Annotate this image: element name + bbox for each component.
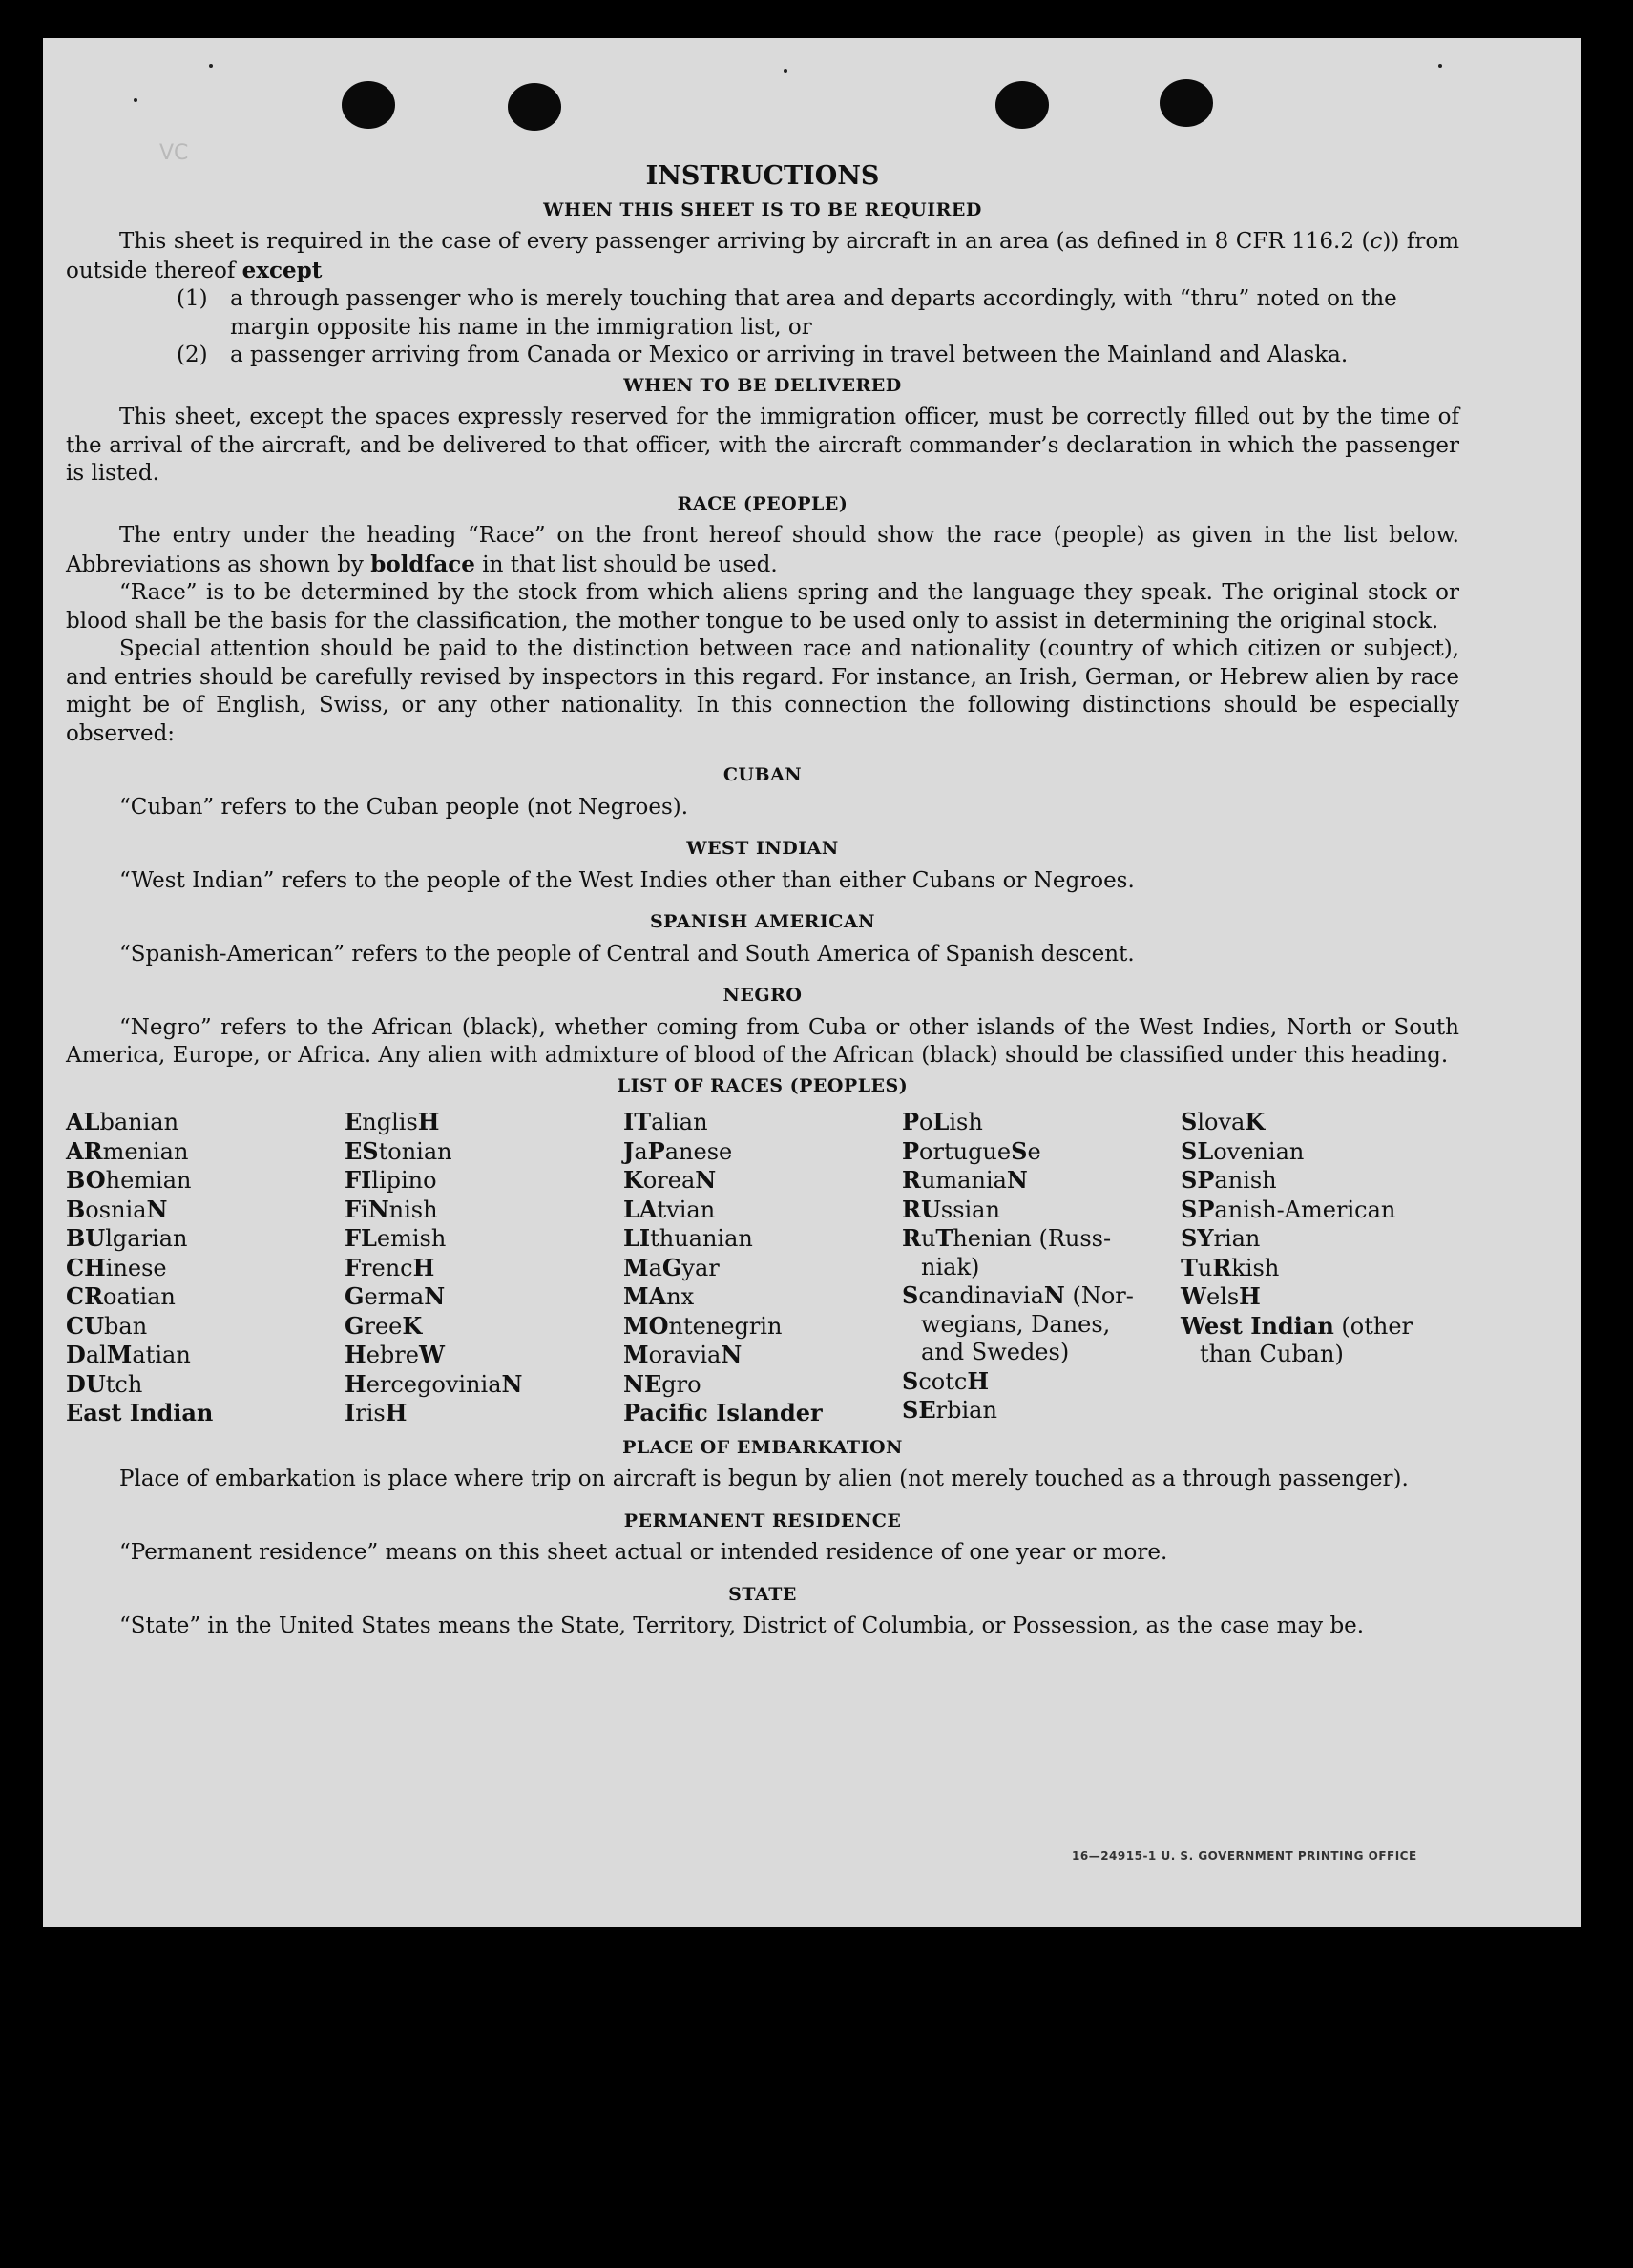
race-entry: MoraviaN xyxy=(623,1341,743,1368)
race-entry: MOntenegrin xyxy=(623,1311,783,1340)
race-entry: FIlipino xyxy=(345,1166,437,1194)
races-list xyxy=(66,1108,1459,1428)
race-entry: and Swedes) xyxy=(921,1339,1070,1365)
race-entry: EnglisH xyxy=(345,1108,440,1135)
race-entry: PoLish xyxy=(902,1108,983,1135)
printer-code: 16—24915-1 U. S. GOVERNMENT PRINTING OFFICE xyxy=(1072,1849,1417,1862)
race-entry: ALbanian xyxy=(66,1108,179,1135)
race-entry: MAnx xyxy=(623,1282,695,1310)
section-heading: LIST OF RACES (PEOPLES) xyxy=(617,1074,909,1096)
race-entry: NEgro xyxy=(623,1369,701,1398)
punch-hole xyxy=(508,83,561,131)
race-column xyxy=(623,1108,902,1428)
race-column xyxy=(1181,1108,1459,1428)
race-entry: ScandinaviaN (Nor- xyxy=(902,1281,1134,1309)
race-entry: RuThenian (Russ- xyxy=(902,1224,1112,1252)
race-entry: FLemish xyxy=(345,1224,447,1252)
race-entry: WelsH xyxy=(1181,1282,1261,1310)
race-entry: SLovenian xyxy=(1181,1136,1305,1165)
race-column xyxy=(66,1108,345,1428)
section-heading: SPANISH AMERICAN xyxy=(649,911,876,932)
race-entry: Pacific Islander xyxy=(623,1399,823,1426)
race-column xyxy=(902,1108,1181,1428)
race-entry: CUban xyxy=(66,1311,148,1340)
section-heading: WEST INDIAN xyxy=(686,838,839,859)
race-entry: KoreaN xyxy=(623,1166,717,1194)
race-entry: HebreW xyxy=(345,1341,445,1368)
race-entry: FrencH xyxy=(345,1253,435,1281)
section-heading: WHEN TO BE DELIVERED xyxy=(623,374,902,396)
paragraph: “Negro” refers to the African (black), whether coming from Cuba or other islands of the West Indies, North or South America, Europe, or Africa. Any alien with admixture of blood of the African (black) should be classified under this heading. xyxy=(66,1014,1459,1068)
race-entry: GermaN xyxy=(345,1282,446,1310)
section-heading: PLACE OF EMBARKATION xyxy=(622,1436,903,1458)
race-entry: MaGyar xyxy=(623,1253,720,1281)
race-entry: CRoatian xyxy=(66,1282,176,1310)
section-heading: WHEN THIS SHEET IS TO BE REQUIRED xyxy=(543,198,982,220)
race-entry: ScotcH xyxy=(902,1366,990,1395)
race-entry: LIthuanian xyxy=(623,1224,753,1252)
race-entry: BOhemian xyxy=(66,1166,192,1194)
race-entry: SPanish xyxy=(1181,1166,1277,1194)
race-entry: ARmenian xyxy=(66,1136,189,1165)
race-entry: East Indian xyxy=(66,1399,214,1426)
section-heading: STATE xyxy=(728,1583,797,1605)
race-entry: wegians, Danes, xyxy=(921,1310,1111,1338)
list-item: (1) a through passenger who is merely touching that area and departs accordingly, with “thru” noted on the margin opposite his name in the immigration list, or xyxy=(177,286,1397,340)
race-entry: IrisH xyxy=(345,1399,408,1426)
punch-hole xyxy=(342,81,395,129)
paragraph: The entry under the heading “Race” on the front hereof should show the race (people) as given in the list below. Abbreviations as shown by boldface in that list should be used. xyxy=(66,523,1459,577)
race-entry: SYrian xyxy=(1181,1224,1261,1252)
paragraph: “Race” is to be determined by the stock from which aliens spring and the language they speak. The original stock or blood shall be the basis for the classification, the mother tongue to be used only to assist in determining the original stock. xyxy=(66,580,1459,634)
instructions-body xyxy=(66,162,1459,1641)
race-entry: RUssian xyxy=(902,1195,1000,1223)
race-entry: HercegoviniaN xyxy=(345,1369,523,1398)
paragraph: Special attention should be paid to the distinction between race and nationality (country of which citizen or subject), and entries should be carefully revised by inspectors in this regard. For instance, an Irish, German, or Hebrew alien by race might be of English, Swiss, or any other nationality. In this connection the following distinctions should be especially observed: xyxy=(66,636,1459,746)
paragraph: “West Indian” refers to the people of the West Indies other than either Cubans or Negroes. xyxy=(119,867,1135,893)
punch-hole xyxy=(995,81,1049,129)
race-entry: SlovaK xyxy=(1181,1108,1266,1135)
race-entry: FiNnish xyxy=(345,1195,438,1223)
race-entry: DalMatian xyxy=(66,1341,191,1368)
race-entry: SPanish-American xyxy=(1181,1195,1396,1223)
section-heading: NEGRO xyxy=(722,985,803,1006)
paragraph: This sheet is required in the case of every passenger arriving by aircraft in an area (as defined in 8 CFR 116.2 (c)) from outside thereof except xyxy=(66,229,1459,283)
paragraph: This sheet, except the spaces expressly reserved for the immigration officer, must be correctly filled out by the time of the arrival of the aircraft, and be delivered to that officer, with the aircraft commander’s declaration in which the passenger is listed. xyxy=(66,405,1459,486)
race-entry: BUlgarian xyxy=(66,1224,188,1252)
race-entry: GreeK xyxy=(345,1311,423,1340)
race-entry: niak) xyxy=(921,1253,980,1280)
punch-hole xyxy=(1160,79,1213,127)
section-heading: CUBAN xyxy=(722,764,803,785)
form-sheet xyxy=(43,38,1581,1927)
race-entry: DUtch xyxy=(66,1369,143,1398)
race-entry: West Indian (other xyxy=(1181,1311,1413,1340)
race-entry: than Cuban) xyxy=(1200,1341,1344,1367)
race-entry: PortugueSe xyxy=(902,1136,1041,1165)
section-heading: RACE (PEOPLE) xyxy=(677,492,848,514)
race-entry: BosniaN xyxy=(66,1195,168,1223)
exceptions-list xyxy=(66,285,1459,370)
marginalia: VC xyxy=(159,141,189,165)
paragraph: “Cuban” refers to the Cuban people (not Negroes). xyxy=(119,794,689,820)
race-column xyxy=(345,1108,623,1428)
race-entry: EStonian xyxy=(345,1136,452,1165)
race-entry: CHinese xyxy=(66,1253,167,1281)
race-entry: JaPanese xyxy=(623,1136,733,1165)
section-heading: PERMANENT RESIDENCE xyxy=(623,1509,902,1531)
race-entry: SErbian xyxy=(902,1396,997,1424)
list-item: (2) a passenger arriving from Canada or Mexico or arriving in travel between the Mainland and Alaska. xyxy=(177,343,1349,367)
race-entry: RumaniaN xyxy=(902,1166,1028,1194)
race-entry: ITalian xyxy=(623,1108,708,1135)
page-title: INSTRUCTIONS xyxy=(645,161,880,191)
paragraph: “Permanent residence” means on this sheet actual or intended residence of one year or more. xyxy=(119,1540,1168,1565)
paragraph: “Spanish-American” refers to the people of Central and South America of Spanish descent. xyxy=(119,941,1135,967)
paragraph: “State” in the United States means the State, Territory, District of Columbia, or Possession, as the case may be. xyxy=(119,1613,1365,1638)
paragraph: Place of embarkation is place where trip on aircraft is begun by alien (not merely touched as a through passenger). xyxy=(119,1467,1409,1491)
race-entry: TuRkish xyxy=(1181,1253,1280,1281)
race-entry: LAtvian xyxy=(623,1195,716,1223)
